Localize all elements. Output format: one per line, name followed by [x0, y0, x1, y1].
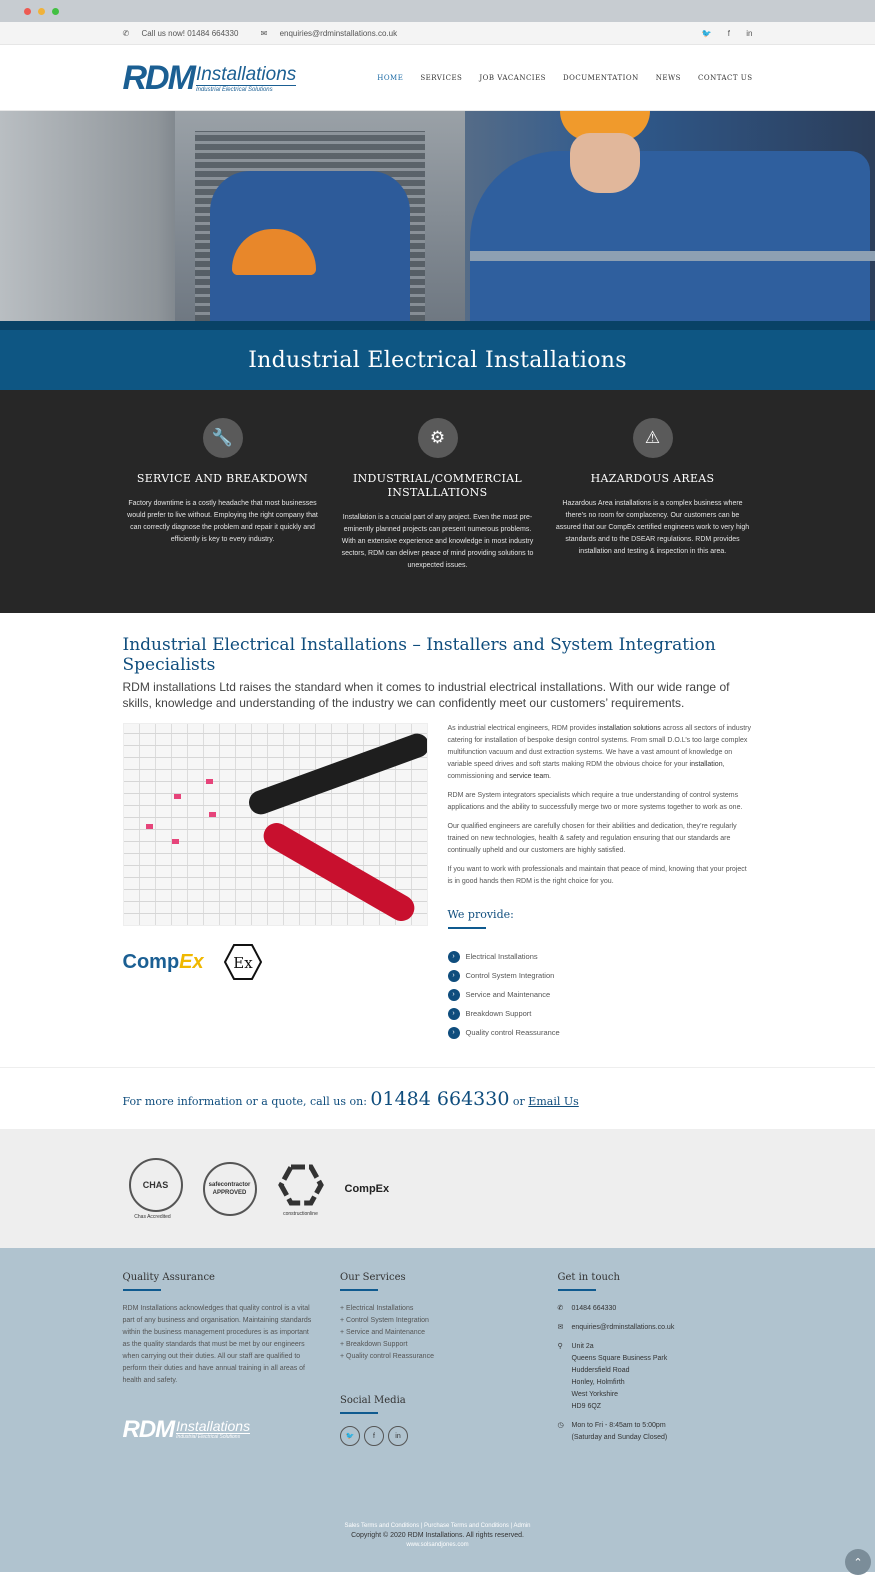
twitter-icon[interactable]: 🐦 [340, 1426, 360, 1446]
footer-logo[interactable]: RDM Installations Industrial Electrical Solutions [122, 1416, 251, 1443]
chas-logo: CHAS Chas Accredited [123, 1158, 183, 1220]
nav-job-vacancies[interactable]: JOB VACANCIES [479, 74, 546, 82]
main-nav [360, 74, 752, 82]
credit-link[interactable]: www.solsandjones.com [406, 1542, 469, 1548]
paragraph: Our qualified engineers are carefully chosen for their abilities and dedication, they’re regularly trained on new technologies, health & safety and regulation ensuring that our standards are continually upheld and our customers are highly satisfied. [447, 823, 737, 854]
svg-text:Ex: Ex [232, 954, 253, 972]
chevron-right-icon: › [448, 951, 460, 963]
cta-phone[interactable]: 01484 664330 [370, 1087, 510, 1110]
installation-link[interactable]: installation [689, 761, 723, 768]
list-item: › Quality control Reassurance [448, 1023, 753, 1042]
title-band [0, 330, 875, 390]
map-pin-icon: ⚲ [557, 1343, 563, 1350]
facebook-icon[interactable]: f [727, 29, 731, 38]
purchase-terms-link[interactable]: Purchase Terms and Conditions [424, 1523, 509, 1529]
footer-contact: Get in touch ✆ 01484 664330 ✉ enquiries@rdminstallations.co.uk ⚲ Unit 2a Queens Square Business Park Huddersfield Road Honley, Holmfirth West Yorkshire HD9 6QZ ◷ Mon to Fri - 8:45am to 5:00pm (Saturday and Sunday Closed) [558, 1272, 753, 1451]
footer-quality: Quality Assurance RDM Installations acknowledges that quality control is a vital part of any business and organisation. Maintaining standards within the business management procedures is as important as the quality standards that must be met by our engineers when carrying out their duties. All our staff are qualified to perform their duties and have annual training in all areas of health and safety. RDM Installations Industrial Electrical Solutions [123, 1272, 318, 1451]
lead-paragraph: RDM installations Ltd raises the standard when it comes to industrial electrical installations. With our wide range of skills, knowledge and understanding of the industry we can confidently meet our customers’ requirements. [122, 680, 730, 710]
footer-service-link[interactable]: + Service and Maintenance [340, 1329, 426, 1336]
we-provide-list [448, 908, 753, 1042]
footer-services: Our Services + Electrical Installations + Control System Integration + Service and Maintenance + Breakdown Support + Quality control Reassurance Social Media 🐦 f in [340, 1272, 535, 1451]
footer-service-link[interactable]: + Control System Integration [340, 1317, 429, 1324]
compex-logo: CompEx [122, 950, 204, 973]
feature-title: INDUSTRIAL/COMMERCIAL INSTALLATIONS [352, 472, 523, 499]
phone-icon: ✆ [557, 1305, 564, 1312]
safecontractor-logo: safecontractor APPROVED [203, 1162, 257, 1216]
footer-bottom: Sales Terms and Conditions | Purchase Terms and Conditions | Admin Copyright © 2020 RDM Installations. All rights reserved. www.solsandjones.com [0, 1523, 875, 1548]
hero-divider [0, 321, 875, 330]
footer-phone[interactable]: 01484 664330 [571, 1305, 617, 1312]
linkedin-icon[interactable]: in [746, 29, 753, 38]
ex-hazard-icon [224, 944, 262, 980]
nav-home[interactable]: HOME [377, 74, 404, 82]
features-section [0, 390, 875, 613]
scroll-to-top-button[interactable]: ⌃ [845, 1549, 871, 1575]
call-to-action: For more information or a quote, call us on: 01484 664330 or Email Us [0, 1067, 875, 1129]
warning-icon: ⚠ [633, 418, 673, 458]
schematic-image [123, 723, 428, 926]
feature-hazardous-areas [553, 418, 753, 572]
envelope-icon: ✉ [557, 1324, 564, 1331]
topbar-phone[interactable]: ✆ Call us now! 01484 664330 [122, 29, 239, 38]
facebook-icon[interactable]: f [364, 1426, 384, 1446]
nav-contact-us[interactable]: CONTACT US [697, 74, 753, 82]
main-content [0, 613, 875, 1067]
footer-email[interactable]: enquiries@rdminstallations.co.uk [571, 1324, 675, 1331]
intro-paragraph: As industrial electrical engineers, RDM provides installation solutions across all sectors of industry catering for installation of bespoke design control systems. From small D.O.L’s too large complex multifunction vacuum and dust extraction systems. We have a vast amount of knowledge on variable speed drives and soft starts making RDM the obvious choice for your installation, commissioning and service team. [447, 725, 751, 780]
footer-service-link[interactable]: + Quality control Reassurance [340, 1353, 434, 1360]
browser-chrome [0, 0, 875, 22]
top-bar [0, 22, 875, 45]
chevron-right-icon: › [448, 989, 460, 1001]
wrench-icon: 🔧 [203, 418, 243, 458]
list-item: › Control System Integration [448, 966, 753, 985]
site-header [0, 45, 875, 111]
footer-service-link[interactable]: + Electrical Installations [340, 1305, 414, 1312]
email-us-link[interactable]: Email Us [528, 1094, 579, 1108]
nav-services[interactable]: SERVICES [420, 74, 463, 82]
list-item: › Breakdown Support [448, 1004, 753, 1023]
site-logo[interactable]: RDM Installations Industrial Electrical Solutions [122, 59, 297, 97]
nav-news[interactable]: NEWS [655, 74, 681, 82]
feature-title: HAZARDOUS AREAS [590, 472, 715, 485]
feature-text: Hazardous Area installations is a complex business where there’s no room for complacency. Our customers can be assured that our CompEx certified engineers work to very high standards and to the DSEAR regulations. RDM provides installation and testing & inspection in this area. [555, 500, 750, 555]
minimize-window-icon[interactable] [38, 8, 45, 15]
site-footer [0, 1248, 875, 1572]
phone-icon: ✆ [122, 29, 132, 38]
copyright: Copyright © 2020 RDM Installations. All rights reserved. [351, 1532, 524, 1539]
accreditations-bar [0, 1129, 875, 1248]
installation-solutions-link[interactable]: installation solutions [598, 725, 661, 732]
feature-title: SERVICE AND BREAKDOWN [136, 472, 309, 485]
list-item: › Service and Maintenance [448, 985, 753, 1004]
close-window-icon[interactable] [24, 8, 31, 15]
admin-link[interactable]: Admin [513, 1523, 531, 1529]
linkedin-icon[interactable]: in [388, 1426, 408, 1446]
nav-documentation[interactable]: DOCUMENTATION [562, 74, 639, 82]
feature-text: Installation is a crucial part of any project. Even the most pre-eminently planned projects can present numerous problems. With an extensive experience and knowledge in most industry sectors, RDM can deliver peace of mind providing solutions to unexpected issues. [341, 514, 534, 569]
topbar-email[interactable]: ✉ enquiries@rdminstallations.co.uk [260, 29, 398, 38]
service-team-link[interactable]: service team. [509, 773, 551, 780]
band-title: Industrial Electrical Installations [248, 347, 627, 373]
we-provide-title: We provide: [447, 908, 514, 921]
clock-icon: ◷ [557, 1422, 564, 1429]
list-item: › Electrical Installations [448, 947, 753, 966]
hero-image [0, 111, 875, 321]
feature-text: Factory downtime is a costly headache that most businesses would prefer to live without. Employing the right company that can correctly diagnose the problem and repair it quickly and efficiently is key to every industry. [127, 500, 318, 543]
page-title: Industrial Electrical Installations – Installers and System Integration Specialists [122, 635, 716, 675]
constructionline-logo: constructionline [277, 1161, 325, 1217]
chevron-right-icon: › [448, 1008, 460, 1020]
paragraph: If you want to work with professionals and maintain that peace of mind, knowing that your project is in good hands then RDM is the right choice for you. [447, 866, 747, 885]
envelope-icon: ✉ [260, 29, 270, 38]
maximize-window-icon[interactable] [52, 8, 59, 15]
chevron-right-icon: › [448, 1027, 460, 1039]
sales-terms-link[interactable]: Sales Terms and Conditions [344, 1523, 420, 1529]
footer-address: Unit 2a Queens Square Business Park Huddersfield Road Honley, Holmfirth West Yorkshire HD9 6QZ [571, 1343, 668, 1410]
footer-hours: Mon to Fri - 8:45am to 5:00pm (Saturday and Sunday Closed) [571, 1422, 668, 1441]
gears-icon: ⚙ [418, 418, 458, 458]
twitter-icon[interactable]: 🐦 [701, 29, 712, 38]
compex-small-logo: CompEx [344, 1182, 390, 1195]
feature-installations [338, 418, 538, 572]
paragraph: RDM are System integrators specialists which require a true understanding of control systems applications and the ability to successfully merge two or more systems together to work as one. [447, 792, 743, 811]
feature-service-breakdown [123, 418, 323, 572]
chevron-right-icon: › [448, 970, 460, 982]
footer-service-link[interactable]: + Breakdown Support [340, 1341, 408, 1348]
